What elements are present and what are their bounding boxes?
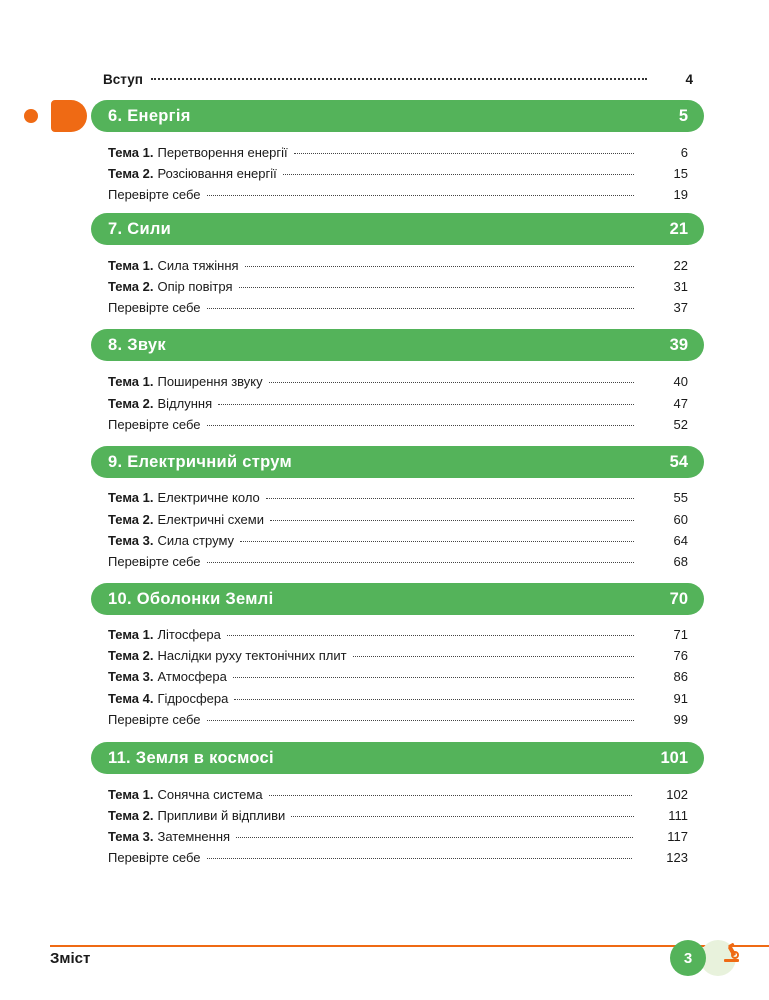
toc-entry[interactable] bbox=[108, 279, 688, 299]
dot-leader bbox=[207, 195, 634, 196]
entry-label: Тема 2. bbox=[108, 279, 154, 294]
entry-label: Тема 1. bbox=[108, 145, 154, 160]
chapter-page: 101 bbox=[660, 748, 688, 767]
entry-title: Відлуння bbox=[157, 396, 213, 411]
entry-label: Тема 1. bbox=[108, 374, 154, 389]
entry-title: Припливи й відпливи bbox=[157, 808, 286, 823]
dot-leader bbox=[269, 795, 633, 796]
entry-title: Перевірте себе bbox=[108, 417, 201, 432]
entry-title: Наслідки руху тектонічних плит bbox=[157, 648, 347, 663]
entry-page: 31 bbox=[673, 279, 688, 294]
entry-title: Перевірте себе bbox=[108, 554, 201, 569]
chapter-header[interactable] bbox=[91, 329, 704, 361]
footer-divider bbox=[50, 945, 769, 947]
entry-label: Тема 3. bbox=[108, 669, 154, 684]
entry-label: Тема 3. bbox=[108, 533, 154, 548]
entry-page: 71 bbox=[673, 627, 688, 642]
entry-title: Опір повітря bbox=[157, 279, 233, 294]
dot-leader bbox=[353, 656, 634, 657]
entry-page: 123 bbox=[666, 850, 688, 865]
entry-title: Електричне коло bbox=[157, 490, 260, 505]
chapter-header[interactable] bbox=[91, 742, 704, 774]
entry-page: 55 bbox=[673, 490, 688, 505]
entry-title: Електричні схеми bbox=[157, 512, 264, 527]
toc-entry[interactable] bbox=[108, 187, 688, 207]
entry-page: 102 bbox=[666, 787, 688, 802]
chapter-page: 5 bbox=[678, 106, 688, 125]
toc-entry[interactable] bbox=[108, 145, 688, 165]
toc-entry[interactable] bbox=[108, 808, 688, 828]
dot-leader bbox=[207, 720, 634, 721]
entry-page: 117 bbox=[667, 829, 688, 844]
dot-leader bbox=[266, 498, 634, 499]
orange-tab-icon bbox=[51, 100, 87, 132]
toc-entry[interactable] bbox=[108, 396, 688, 416]
entry-title: Гідросфера bbox=[157, 691, 229, 706]
toc-entry[interactable] bbox=[108, 787, 688, 807]
dot-leader bbox=[240, 541, 634, 542]
entry-title: Перевірте себе bbox=[108, 850, 201, 865]
chapter-title: 7. Сили bbox=[108, 219, 172, 238]
entry-label: Тема 1. bbox=[108, 627, 154, 642]
microscope-logo-icon bbox=[721, 942, 743, 964]
footer-title: Зміст bbox=[50, 950, 91, 967]
dot-leader bbox=[233, 677, 634, 678]
entry-page: 22 bbox=[673, 258, 688, 273]
dot-leader bbox=[291, 816, 634, 817]
entry-label: Тема 2. bbox=[108, 512, 154, 527]
chapter-title: 9. Електричний струм bbox=[108, 452, 293, 471]
chapter-header[interactable] bbox=[91, 213, 704, 245]
entry-page: 76 bbox=[673, 648, 688, 663]
entry-label: Тема 4. bbox=[108, 691, 154, 706]
toc-entry[interactable] bbox=[108, 829, 688, 849]
entry-label: Тема 2. bbox=[108, 648, 154, 663]
dot-leader bbox=[245, 266, 634, 267]
entry-page: 37 bbox=[673, 300, 688, 315]
entry-page: 6 bbox=[680, 145, 688, 160]
entry-title: Перевірте себе bbox=[108, 300, 201, 315]
dot-leader bbox=[227, 635, 634, 636]
toc-entry[interactable] bbox=[108, 258, 688, 278]
chapter-page: 39 bbox=[669, 335, 688, 354]
entry-page: 19 bbox=[673, 187, 688, 202]
entry-title: Сонячна система bbox=[157, 787, 263, 802]
chapter-page: 21 bbox=[669, 219, 688, 238]
toc-entry[interactable] bbox=[108, 417, 688, 437]
toc-entry[interactable] bbox=[108, 712, 688, 732]
entry-page: 68 bbox=[673, 554, 688, 569]
entry-label: Тема 2. bbox=[108, 166, 154, 181]
page-number: 3 bbox=[670, 940, 706, 976]
chapter-header[interactable] bbox=[91, 446, 704, 478]
toc-entry[interactable] bbox=[108, 533, 688, 553]
toc-entry[interactable] bbox=[108, 490, 688, 510]
dot-leader bbox=[269, 382, 634, 383]
dot-leader bbox=[283, 174, 634, 175]
toc-entry[interactable] bbox=[108, 669, 688, 689]
entry-label: Тема 2. bbox=[108, 396, 154, 411]
orange-marker-icon bbox=[24, 109, 38, 123]
entry-title: Перетворення енергії bbox=[157, 145, 288, 160]
entry-page: 64 bbox=[673, 533, 688, 548]
entry-title: Перевірте себе bbox=[108, 712, 201, 727]
toc-entry[interactable] bbox=[108, 627, 688, 647]
intro-page: 4 bbox=[685, 72, 693, 87]
dot-leader bbox=[239, 287, 634, 288]
entry-label: Тема 3. bbox=[108, 829, 154, 844]
entry-label: Тема 1. bbox=[108, 490, 154, 505]
toc-entry[interactable] bbox=[108, 554, 688, 574]
dot-leader bbox=[218, 404, 634, 405]
dot-leader bbox=[207, 308, 634, 309]
entry-title: Сила струму bbox=[157, 533, 235, 548]
dot-leader bbox=[151, 78, 647, 80]
dot-leader bbox=[207, 562, 634, 563]
chapter-page: 54 bbox=[669, 452, 688, 471]
entry-page: 86 bbox=[673, 669, 688, 684]
chapter-header[interactable] bbox=[91, 583, 704, 615]
chapter-title: 8. Звук bbox=[108, 335, 166, 354]
chapter-page: 70 bbox=[669, 589, 688, 608]
entry-label: Тема 1. bbox=[108, 787, 154, 802]
toc-entry[interactable] bbox=[108, 512, 688, 532]
entry-page: 91 bbox=[673, 691, 688, 706]
chapter-title: 6. Енергія bbox=[108, 106, 191, 125]
toc-entry[interactable] bbox=[108, 850, 688, 870]
entry-title: Сила тяжіння bbox=[157, 258, 239, 273]
dot-leader bbox=[207, 858, 633, 859]
toc-entry[interactable] bbox=[108, 374, 688, 394]
entry-label: Тема 1. bbox=[108, 258, 154, 273]
entry-page: 47 bbox=[673, 396, 688, 411]
entry-title: Затемнення bbox=[157, 829, 231, 844]
dot-leader bbox=[234, 699, 634, 700]
dot-leader bbox=[207, 425, 634, 426]
toc-entry[interactable] bbox=[108, 300, 688, 320]
dot-leader bbox=[270, 520, 634, 521]
toc-entry[interactable] bbox=[108, 648, 688, 668]
entry-label: Тема 2. bbox=[108, 808, 154, 823]
entry-page: 111 bbox=[668, 808, 688, 823]
entry-page: 15 bbox=[673, 166, 688, 181]
entry-page: 99 bbox=[673, 712, 688, 727]
toc-intro-row[interactable] bbox=[103, 72, 693, 94]
chapter-header[interactable] bbox=[91, 100, 704, 132]
entry-title: Літосфера bbox=[157, 627, 221, 642]
entry-page: 40 bbox=[673, 374, 688, 389]
chapter-title: 10. Оболонки Землі bbox=[108, 589, 274, 608]
entry-title: Поширення звуку bbox=[157, 374, 263, 389]
entry-page: 60 bbox=[673, 512, 688, 527]
intro-label: Вступ bbox=[103, 72, 143, 87]
entry-title: Атмосфера bbox=[157, 669, 227, 684]
toc-entry[interactable] bbox=[108, 166, 688, 186]
entry-page: 52 bbox=[673, 417, 688, 432]
dot-leader bbox=[236, 837, 633, 838]
toc-entry[interactable] bbox=[108, 691, 688, 711]
dot-leader bbox=[294, 153, 634, 154]
entry-title: Розсіювання енергії bbox=[157, 166, 277, 181]
entry-title: Перевірте себе bbox=[108, 187, 201, 202]
chapter-title: 11. Земля в космосі bbox=[108, 748, 274, 767]
